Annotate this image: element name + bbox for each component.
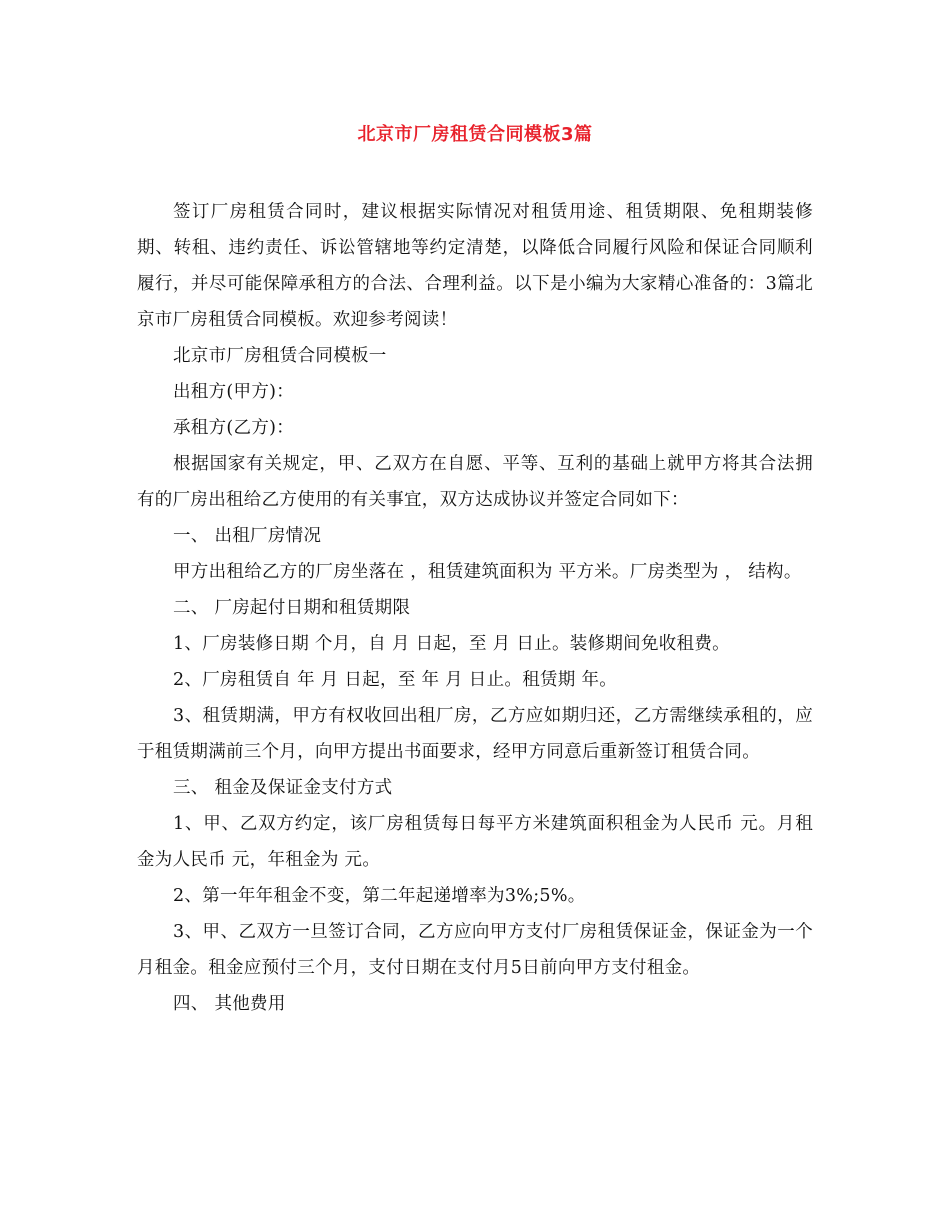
lessor-line: 出租方(甲方)：: [173, 382, 295, 402]
section-4-heading: 四、 其他费用: [173, 994, 286, 1014]
section-2-item-3: 3、租赁期满，甲方有权收回出租厂房，乙方应如期归还，乙方需继续承租的，应于租赁期满前三个月，向甲方提出书面要求，经甲方同意后重新签订租赁合同。: [137, 706, 813, 762]
section-1-heading: 一、 出租厂房情况: [173, 526, 322, 546]
section-3-item-3: 3、甲、乙双方一旦签订合同，乙方应向甲方支付厂房租赁保证金，保证金为一个月租金。租金应预付三个月，支付日期在支付月5日前向甲方支付租金。: [137, 922, 813, 978]
document-body: [137, 194, 813, 1022]
section-2-item-1: 1、厂房装修日期 个月，自 月 日起，至 月 日止。装修期间免收租费。: [173, 634, 730, 654]
section-2-item-2: 2、厂房租赁自 年 月 日起，至 年 月 日止。租赁期 年。: [173, 670, 618, 690]
section-1-body: 甲方出租给乙方的厂房坐落在 ，租赁建筑面积为 平方米。厂房类型为 ， 结构。: [173, 562, 802, 582]
document-title: 北京市厂房租赁合同模板3篇: [357, 124, 593, 145]
section-3-item-1: 1、甲、乙双方约定，该厂房租赁每日每平方米建筑面积租金为人民币 元。月租金为人民币 元，年租金为 元。: [137, 814, 813, 870]
section-3-item-2: 2、第一年年租金不变，第二年起递增率为3%;5%。: [173, 886, 586, 906]
section-3-heading: 三、 租金及保证金支付方式: [173, 778, 393, 798]
section-2-heading: 二、 厂房起付日期和租赁期限: [173, 598, 411, 618]
contract-heading: 北京市厂房租赁合同模板一: [173, 346, 387, 366]
lessee-line: 承租方(乙方)：: [173, 418, 295, 438]
preamble-paragraph: 根据国家有关规定，甲、乙双方在自愿、平等、互利的基础上就甲方将其合法拥有的厂房出租给乙方使用的有关事宜，双方达成协议并签定合同如下：: [137, 454, 813, 510]
intro-paragraph: 签订厂房租赁合同时，建议根据实际情况对租赁用途、租赁期限、免租期装修期、转租、违约责任、诉讼管辖地等约定清楚，以降低合同履行风险和保证合同顺利履行，并尽可能保障承租方的合法、合理利益。以下是小编为大家精心准备的：3篇北京市厂房租赁合同模板。欢迎参考阅读！: [137, 202, 813, 330]
